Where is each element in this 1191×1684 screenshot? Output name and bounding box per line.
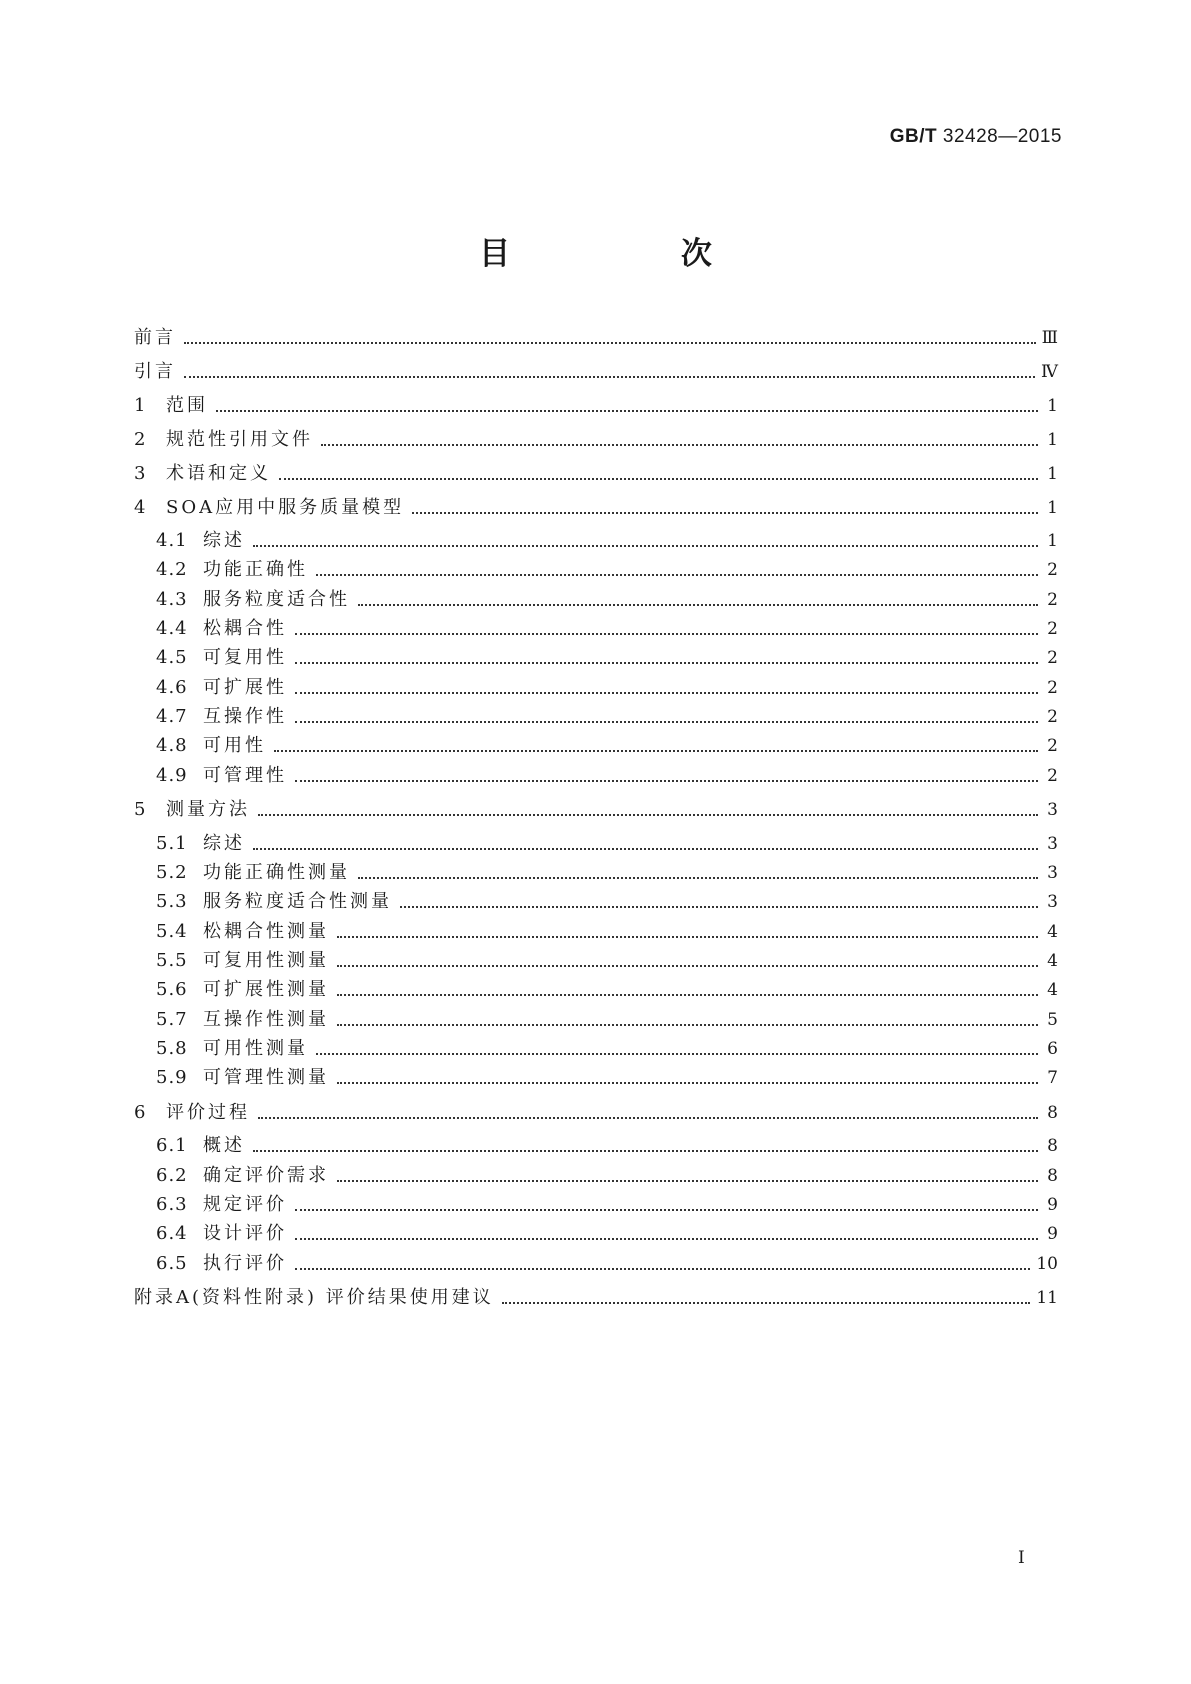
toc-entry-number: 2: [134, 429, 147, 450]
toc-entry: [134, 1101, 1058, 1125]
toc-entry: [134, 462, 1058, 486]
dot-leader: [253, 848, 1038, 850]
toc-entry-title: 服务粒度适合性测量: [203, 891, 392, 912]
dot-leader: [274, 750, 1038, 752]
toc-entry-page: 2: [1047, 648, 1058, 668]
toc-entry-page: 8: [1047, 1103, 1058, 1123]
toc-entry-page: 1: [1047, 464, 1058, 484]
toc-entry-page: 1: [1047, 430, 1058, 450]
toc-entry-page: 11: [1036, 1288, 1058, 1308]
dot-leader: [295, 633, 1038, 635]
toc-entry: [156, 558, 1058, 582]
toc-entry: [134, 394, 1058, 418]
toc-entry-title: 规范性引用文件: [166, 429, 313, 450]
dot-leader: [316, 1053, 1038, 1055]
dot-leader: [295, 692, 1038, 694]
dot-leader: [337, 1180, 1038, 1182]
toc-entry-page: 9: [1047, 1195, 1058, 1215]
toc-entry-page: 7: [1047, 1068, 1058, 1088]
toc-entry: [156, 978, 1058, 1002]
toc-entry-page: 4: [1047, 922, 1058, 942]
toc-entry-title: 评价过程: [166, 1102, 250, 1123]
toc-entry-title: 范围: [166, 395, 208, 416]
toc-entry-page: 3: [1047, 892, 1058, 912]
toc-entry-page: 4: [1047, 980, 1058, 1000]
toc-entry-page: 1: [1047, 396, 1058, 416]
toc-entry-number: 4.3: [156, 589, 188, 610]
toc-entry: [156, 734, 1058, 758]
toc-entry-number: 5.8: [156, 1038, 188, 1059]
toc-entry-number: 6.2: [156, 1165, 188, 1186]
toc-entry-title: 执行评价: [203, 1253, 287, 1274]
toc-entry-title: 引言: [134, 361, 176, 382]
dot-leader: [295, 721, 1038, 723]
toc-entry-number: 5: [134, 799, 147, 820]
toc-entry: [156, 1222, 1058, 1246]
dot-leader: [258, 1117, 1038, 1119]
toc-entry-page: 2: [1047, 678, 1058, 698]
dot-leader: [316, 574, 1038, 576]
toc-entry: [156, 1134, 1058, 1158]
toc-entry: [156, 920, 1058, 944]
dot-leader: [321, 444, 1038, 446]
standard-code: 32428—2015: [942, 126, 1062, 147]
toc-entry: [156, 1164, 1058, 1188]
toc-entry-page: 10: [1036, 1254, 1058, 1274]
toc-entry-title: 互操作性: [203, 706, 287, 727]
toc-entry-number: 5.1: [156, 833, 188, 854]
page-title: 目 次: [479, 236, 792, 272]
dot-leader: [253, 1150, 1038, 1152]
toc-entry-number: 3: [134, 463, 147, 484]
standard-number: [890, 126, 1062, 148]
toc-entry-page: 2: [1047, 766, 1058, 786]
toc-entry-title: 松耦合性测量: [203, 921, 329, 942]
toc-entry-number: 4.8: [156, 735, 188, 756]
toc-entry-number: 6.5: [156, 1253, 188, 1274]
toc-entry: [156, 832, 1058, 856]
toc-entry: [156, 705, 1058, 729]
toc-entry: [156, 1037, 1058, 1061]
toc-entry-title: 术语和定义: [166, 463, 271, 484]
toc-entry-number: 4.6: [156, 677, 188, 698]
toc-entry-title: 可扩展性测量: [203, 979, 329, 1000]
toc-entry-page: 1: [1047, 531, 1058, 551]
toc-entry-number: 6.3: [156, 1194, 188, 1215]
toc-entry: [156, 861, 1058, 885]
toc-entry-page: 9: [1047, 1224, 1058, 1244]
toc-entry-number: 4.4: [156, 618, 188, 639]
dot-leader: [337, 1082, 1038, 1084]
toc-entry: [156, 1066, 1058, 1090]
toc-entry: [156, 949, 1058, 973]
toc-entry-title: 松耦合性: [203, 618, 287, 639]
toc-entry-title: 可用性测量: [203, 1038, 308, 1059]
toc-entry-number: 5.3: [156, 891, 188, 912]
toc-entry-number: 5.7: [156, 1009, 188, 1030]
toc-entry-page: 4: [1047, 951, 1058, 971]
toc-entry-number: 1: [134, 395, 147, 416]
page-number: I: [1018, 1548, 1025, 1568]
toc-entry: [156, 1252, 1058, 1276]
dot-leader: [337, 1024, 1038, 1026]
toc-entry: [156, 646, 1058, 670]
toc-entry-title: 设计评价: [203, 1223, 287, 1244]
toc-entry-title: 综述: [203, 833, 245, 854]
toc-entry-number: 5.9: [156, 1067, 188, 1088]
toc-entry-page: 3: [1047, 800, 1058, 820]
toc-entry-title: 附录A(资料性附录) 评价结果使用建议: [134, 1287, 494, 1308]
dot-leader: [184, 342, 1036, 344]
toc-entry-page: 2: [1047, 619, 1058, 639]
dot-leader: [358, 604, 1038, 606]
toc-entry-number: 4.7: [156, 706, 188, 727]
toc-entry-title: 可扩展性: [203, 677, 287, 698]
toc-entry: [156, 617, 1058, 641]
toc-entry-page: Ⅲ: [1041, 328, 1058, 348]
toc-entry: [156, 588, 1058, 612]
toc-entry-title: 规定评价: [203, 1194, 287, 1215]
toc-entry-number: 5.2: [156, 862, 188, 883]
dot-leader: [184, 376, 1035, 378]
toc-entry: [156, 676, 1058, 700]
dot-leader: [400, 906, 1038, 908]
dot-leader: [279, 478, 1038, 480]
toc-entry-number: 4: [134, 497, 147, 518]
dot-leader: [258, 814, 1038, 816]
dot-leader: [295, 1238, 1038, 1240]
toc-entry-page: 3: [1047, 834, 1058, 854]
toc-entry-title: 服务粒度适合性: [203, 589, 350, 610]
toc-entry-title: 前言: [134, 327, 176, 348]
toc-entry-title: SOA应用中服务质量模型: [166, 497, 405, 518]
toc-entry: [134, 798, 1058, 822]
toc-entry-title: 测量方法: [166, 799, 250, 820]
toc-entry-page: 8: [1047, 1166, 1058, 1186]
toc-entry-number: 6.1: [156, 1135, 188, 1156]
toc-entry-page: 2: [1047, 560, 1058, 580]
toc-entry: [156, 1008, 1058, 1032]
toc-entry-page: 2: [1047, 590, 1058, 610]
toc-entry-number: 4.9: [156, 765, 188, 786]
toc-entry-title: 可复用性测量: [203, 950, 329, 971]
toc-entry: [156, 890, 1058, 914]
dot-leader: [295, 1268, 1030, 1270]
dot-leader: [253, 545, 1038, 547]
toc-entry: [134, 428, 1058, 452]
dot-leader: [412, 512, 1038, 514]
toc-entry-title: 功能正确性: [203, 559, 308, 580]
dot-leader: [337, 994, 1038, 996]
toc-entry: [156, 529, 1058, 553]
dot-leader: [216, 410, 1038, 412]
toc-entry-number: 4.5: [156, 647, 188, 668]
toc-entry-title: 可管理性: [203, 765, 287, 786]
toc-entry-title: 综述: [203, 530, 245, 551]
dot-leader: [295, 780, 1038, 782]
toc-entry-title: 功能正确性测量: [203, 862, 350, 883]
toc-entry-number: 5.6: [156, 979, 188, 1000]
toc-entry-number: 6.4: [156, 1223, 188, 1244]
standard-prefix: GB/T: [889, 126, 938, 147]
toc-entry: [134, 360, 1058, 384]
dot-leader: [358, 877, 1038, 879]
dot-leader: [337, 965, 1038, 967]
toc-entry-page: 6: [1047, 1039, 1058, 1059]
toc-entry-number: 5.4: [156, 921, 188, 942]
toc-entry: [134, 1286, 1058, 1310]
toc-entry-page: 1: [1047, 498, 1058, 518]
toc-entry: [156, 1193, 1058, 1217]
toc-entry: [134, 326, 1058, 350]
toc-entry-title: 概述: [203, 1135, 245, 1156]
toc-entry-title: 可管理性测量: [203, 1067, 329, 1088]
toc-entry-title: 可复用性: [203, 647, 287, 668]
toc-entry-title: 确定评价需求: [203, 1165, 329, 1186]
toc-entry-number: 4.2: [156, 559, 188, 580]
toc-entry: [134, 496, 1058, 520]
dot-leader: [502, 1302, 1031, 1304]
toc-entry-number: 6: [134, 1102, 147, 1123]
dot-leader: [295, 1209, 1038, 1211]
toc-entry-page: 2: [1047, 736, 1058, 756]
toc-entry-title: 互操作性测量: [203, 1009, 329, 1030]
dot-leader: [337, 936, 1038, 938]
toc-entry-number: 4.1: [156, 530, 188, 551]
toc-entry: [156, 764, 1058, 788]
toc-entry-page: 2: [1047, 707, 1058, 727]
dot-leader: [295, 662, 1038, 664]
toc-entry-title: 可用性: [203, 735, 266, 756]
toc-entry-number: 5.5: [156, 950, 188, 971]
toc-entry-page: Ⅳ: [1041, 362, 1058, 382]
toc-entry-page: 8: [1047, 1136, 1058, 1156]
toc-entry-page: 3: [1047, 863, 1058, 883]
toc-entry-page: 5: [1047, 1010, 1058, 1030]
